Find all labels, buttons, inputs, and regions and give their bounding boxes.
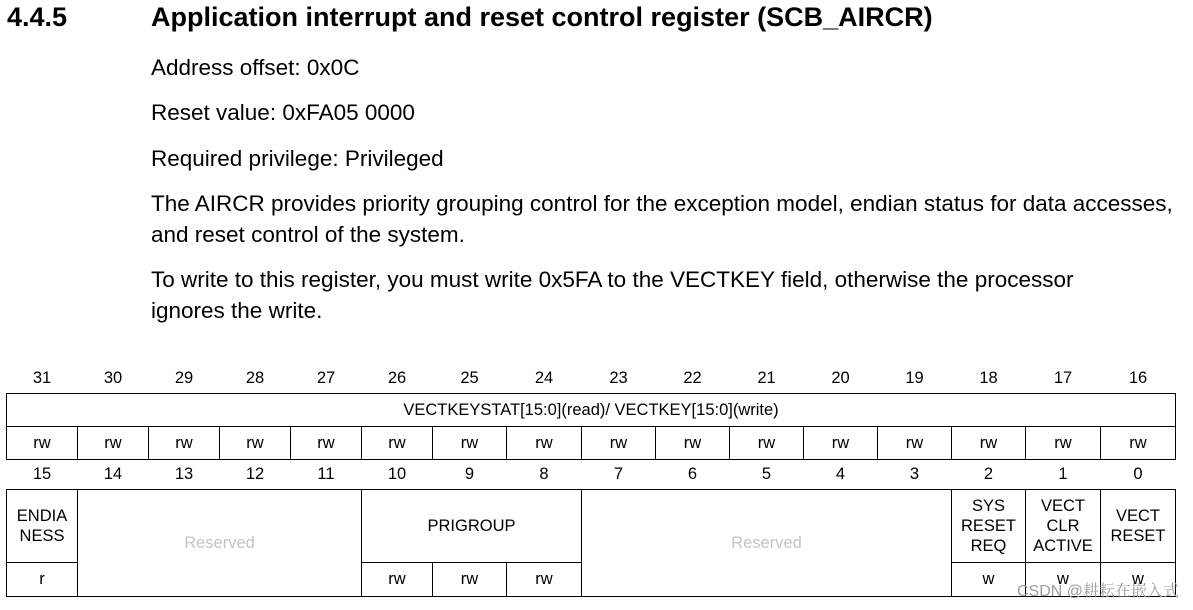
bit-number: 18 (979, 369, 998, 387)
field-reserved: Reserved (582, 490, 952, 597)
access-cell: rw (1101, 427, 1176, 460)
access-cell: w (1026, 563, 1101, 597)
bit-number-row (7, 460, 1176, 490)
bit-number: 30 (103, 369, 123, 387)
bit-number: 12 (245, 465, 265, 483)
address-offset: Address offset: 0x0C (151, 55, 360, 80)
access-cell: rw (291, 427, 362, 460)
bit-number: 26 (387, 369, 407, 387)
bit-number: 20 (831, 369, 850, 387)
access-cell: rw (804, 427, 878, 460)
bit-number: 19 (905, 369, 924, 387)
bit-number: 14 (103, 465, 123, 483)
bit-number: 16 (1128, 369, 1148, 387)
access-cell: rw (1026, 427, 1101, 460)
bit-number: 15 (32, 465, 52, 483)
access-cell: w (952, 563, 1026, 597)
bit-number: 10 (387, 465, 407, 483)
access-cell: rw (952, 427, 1026, 460)
access-cell: rw (507, 427, 582, 460)
access-cell: rw (730, 427, 804, 460)
bit-number: 2 (983, 465, 994, 483)
bit-number: 1 (1058, 465, 1068, 483)
bit-number: 5 (761, 465, 772, 483)
bit-number: 27 (316, 369, 336, 387)
access-cell: w (1101, 563, 1176, 597)
bit-number: 13 (174, 465, 194, 483)
bit-number: 17 (1053, 369, 1073, 387)
bit-number: 21 (757, 369, 776, 387)
bit-number-row (7, 364, 1176, 394)
bit-number: 28 (245, 369, 265, 387)
bit-number: 3 (909, 465, 920, 483)
access-cell: rw (362, 427, 433, 460)
reset-value: Reset value: 0xFA05 0000 (151, 100, 415, 125)
register-lower-half (6, 460, 1176, 597)
bit-number: 24 (534, 369, 554, 387)
access-cell: rw (582, 427, 656, 460)
access-cell: rw (220, 427, 291, 460)
access-cell: rw (7, 427, 78, 460)
access-cell: rw (433, 427, 507, 460)
field-reserved: Reserved (78, 490, 362, 597)
section-number: 4.4.5 (7, 2, 68, 32)
bit-number: 8 (539, 465, 549, 483)
bit-number: 29 (174, 369, 194, 387)
bit-number: 9 (464, 465, 475, 483)
access-cell: rw (878, 427, 952, 460)
bit-number: 11 (317, 465, 335, 483)
access-row (7, 427, 1176, 460)
required-privilege: Required privilege: Privileged (151, 146, 444, 171)
bit-number: 0 (1133, 465, 1143, 483)
field-vectreset: VECT RESET (1101, 490, 1176, 563)
description-paragraph: The AIRCR provides priority grouping control for the exception model, endian status for data accesses, and reset control of the system. (151, 191, 1173, 247)
bit-number: 23 (609, 369, 628, 387)
access-cell: rw (149, 427, 220, 460)
watermark: CSDN @耕耘在嵌入式 (1016, 583, 1179, 600)
field-sysresetreq: SYS RESET REQ (952, 490, 1026, 563)
access-cell: rw (78, 427, 149, 460)
field-vectclractive: VECT CLR ACTIVE (1026, 490, 1101, 563)
register-upper-half (6, 364, 1176, 460)
bit-number: 25 (460, 369, 479, 387)
section-title: Application interrupt and reset control register (SCB_AIRCR) (151, 2, 933, 32)
write-note-paragraph: To write to this register, you must write 0x5FA to the VECTKEY field, otherwise the processor ignores the write. (151, 267, 1074, 323)
field-prigroup: PRIGROUP (362, 490, 582, 563)
bit-number: 4 (835, 465, 846, 483)
bit-number: 7 (613, 465, 624, 483)
field-endianness: ENDIA NESS (7, 490, 78, 563)
access-cell: rw (656, 427, 730, 460)
bit-number: 31 (32, 369, 52, 387)
access-cell: rw (433, 563, 507, 597)
access-cell: rw (362, 563, 433, 597)
field-vectkey: VECTKEYSTAT[15:0](read)/ VECTKEY[15:0](write) (7, 394, 1176, 427)
access-cell: rw (507, 563, 582, 597)
bit-number: 6 (687, 465, 698, 483)
bit-number: 22 (683, 369, 702, 387)
access-cell: r (7, 563, 78, 597)
